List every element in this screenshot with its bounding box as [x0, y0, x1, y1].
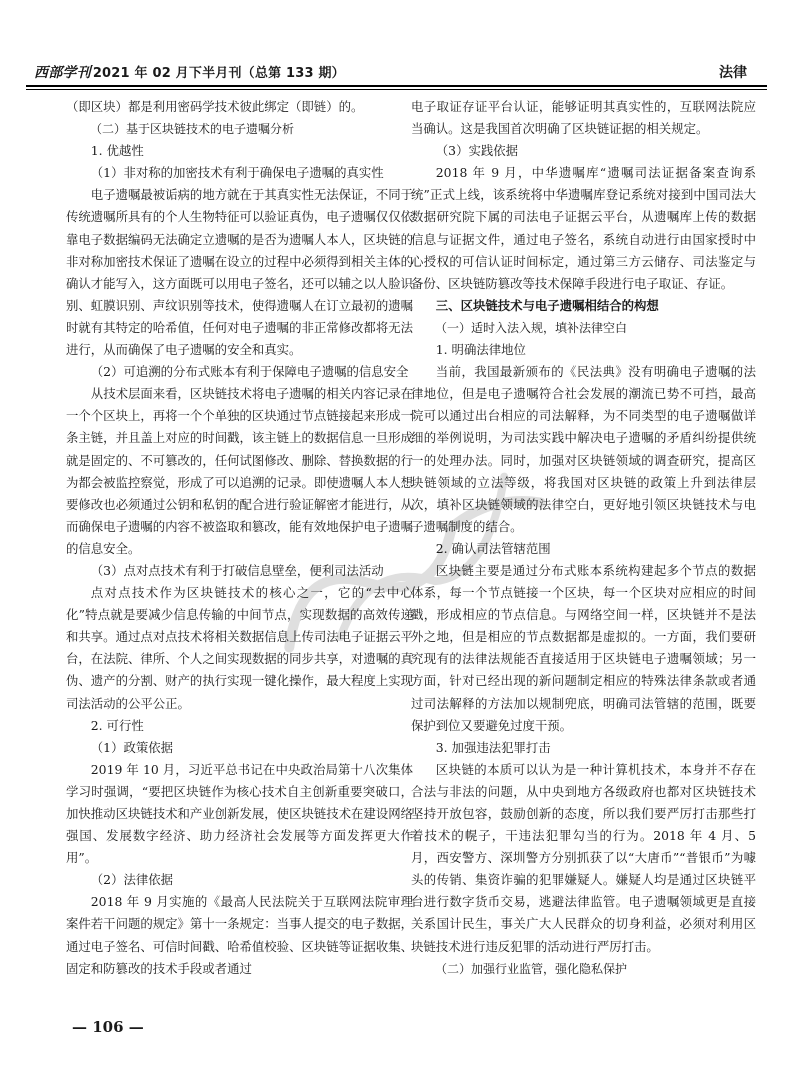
- paragraph: 2019 年 10 月，习近平总书记在中央政治局第十八次集体学习时强调，“要把区块链作为核心技术自主创新重要突破口，加快推动区块链技术和产业创新发展，使区块链技术在建设网络强国、发展数字经济、助力经济社会发展等方面发挥更大作用”。: [66, 761, 413, 866]
- right-column: [411, 96, 756, 980]
- paragraph: （1）政策依据: [90, 739, 174, 755]
- paragraph: 点对点技术作为区块链技术的核心之一，它的“去中心化”特点就是要减少信息传输的中间节点，实现数据的高效传递和共享。通过点对点技术将相关数据信息上传司法电子证据云平台，在法院、律所、个人之间实现数据的同步共享，对遗嘱的真伪、遗产的分割、财产的执行实现一键化操作，最大程度上实现司法活动的公平公正。: [66, 585, 413, 711]
- paragraph: 电子取证存证平台认证，能够证明其真实性的，互联网法院应当确认。这是我国首次明确了区块链证据的相关规定。: [411, 99, 756, 137]
- paragraph: 从技术层面来看，区块链技术将电子遗嘱的相关内容记录在一个个区块上，再将一个个单独的区块通过节点链接起来形成一条主链，并且盖上对应的时间戳，该主链上的数据信息一旦形成就是固定的、不可篡改的，任何试图修改、删除、替换数据的行为都会被监控察觉，形成了可以追溯的记录。即使遗嘱人本人想要修改也必须通过公钥和私钥的配合进行验证解密才能进行，从而确保电子遗嘱的内容不被盗取和篡改，能有效地保护电子遗嘱的信息安全。: [66, 386, 413, 556]
- left-column: [66, 96, 413, 980]
- paragraph: （二）基于区块链技术的电子遗嘱分析: [90, 122, 295, 137]
- paragraph: 1. 优越性: [90, 143, 144, 159]
- header-rule-thick: [26, 85, 767, 87]
- section-label: 法律: [719, 65, 747, 81]
- paragraph: （3）点对点技术有利于打破信息壁垒，便利司法活动: [90, 562, 384, 578]
- paragraph: （2）法律依据: [90, 872, 174, 888]
- journal-logo: 西部学刊: [34, 65, 91, 81]
- paragraph: （3）实践依据: [435, 143, 519, 159]
- paragraph: 2. 可行性: [90, 717, 144, 733]
- issue-info: 2021 年 02 月下半月刊（总第 133 期）: [92, 66, 345, 81]
- paragraph: 区块链的本质可以认为是一种计算机技术，本身并不存在合法与非法的问题，从中央到地方各级政府也都对区块链技术坚持开放包容，鼓励创新的态度，所以我们要严厉打击那些打着技术的幌子，干违法犯罪勾当的行为。2018 年 4 月、5 月，西安警方、深圳警方分别抓获了以“大唐币”“普银币”为噱头的传销、集资诈骗的犯罪嫌疑人。嫌疑人均是通过区块链平台进行数字货币交易，逃避法律监管。电子遗嘱领域更是直接关系国计民生，事关广大人民群众的切身利益，必须对利用区块链技术进行违反犯罪的活动进行严厉打击。: [411, 761, 756, 954]
- paragraph: 区块链主要是通过分布式账本系统构建起多个节点的数据体系，每一个节点链接一个区块，每一个区块对应相应的时间戳，形成相应的节点信息。与网络空间一样，区块链并不是法外之地，但是相应的节点数据都是虚拟的。一方面，我们要研究现有的法律法规能否直接适用于区块链电子遗嘱领域；另一方面，针对已经出现的新问题制定相应的特殊法律条款或者通过司法解释的方法加以规制兜底，明确司法管辖的范围，既要保护到位又要避免过度干预。: [411, 562, 756, 733]
- paragraph: （二）加强行业监管，强化隐私保护: [435, 961, 628, 976]
- page-number: — 106 —: [72, 1018, 144, 1036]
- header-rule-thin: [26, 89, 767, 90]
- journal-title: [34, 62, 345, 82]
- page-header: [26, 56, 767, 84]
- paragraph: 2018 年 9 月，中华遗嘱库“遗嘱司法证据备案查询系统”正式上线，该系统将中华遗嘱库登记系统对接到中国司法大数据研究院下属的司法电子证据云平台，从遗嘱库上传的数据信息与证据文件，通过电子签名，系统自动进行由国家授时中心授权的可信认证时间标定，通过第三方云储存、司法鉴定与备份、区块链防篡改等技术保障手段进行电子取证、存证。: [411, 165, 756, 291]
- paragraph: （一）适时入法入规，填补法律空白: [435, 320, 628, 335]
- paragraph: 2018 年 9 月实施的《最高人民法院关于互联网法院审理案件若干问题的规定》第十一条规定：当事人提交的电子数据，通过电子签名、可信时间戳、哈希值校验、区块链等证据收集、固定和防篡改的技术手段或者通过: [66, 894, 413, 976]
- paragraph: 三、区块链技术与电子遗嘱相结合的构想: [435, 297, 659, 313]
- paragraph: 2. 确认司法管辖范围: [435, 540, 551, 556]
- paragraph: 当前，我国最新颁布的《民法典》没有明确电子遗嘱的法律地位，但是电子遗嘱符合社会发展的潮流已势不可挡，最高院可以通过出台相应的司法解释，为不同类型的电子遗嘱做详细的举例说明，为司法实践中解决电子遗嘱的矛盾纠纷提供统一的处理办法。同时，加强对区块链领域的调查研究，提高区块链领域的立法等级，将我国对区块链的政策上升到法律层次，填补区块链领域的法律空白，更好地引领区块链技术与电子遗嘱制度的结合。: [411, 364, 756, 534]
- paragraph: （即区块）都是利用密码学技术彼此绑定（即链）的。: [66, 99, 364, 114]
- paragraph: 3. 加强违法犯罪打击: [435, 739, 551, 755]
- paragraph: 1. 明确法律地位: [435, 342, 526, 358]
- paragraph: （2）可追溯的分布式账本有利于保障电子遗嘱的信息安全: [90, 364, 409, 380]
- paragraph: 电子遗嘱最被诟病的地方就在于其真实性无法保证，不同于传统遗嘱所具有的个人生物特征可以验证真伪，电子遗嘱仅仅依靠电子数据编码无法确定立遗嘱的是否为遗嘱人本人，区块链的非对称加密技术保证了遗嘱在设立的过程中必须得到相关主体的确认才能写入，这方面既可以用电子签名，还可以辅之以人脸识别、虹膜识别、声纹识别等技术，使得遗嘱人在订立最初的遗嘱时就有其特定的哈希值，任何对电子遗嘱的非正常修改都将无法进行，从而确保了电子遗嘱的安全和真实。: [66, 187, 413, 358]
- paragraph: （1）非对称的加密技术有利于确保电子遗嘱的真实性: [90, 165, 384, 181]
